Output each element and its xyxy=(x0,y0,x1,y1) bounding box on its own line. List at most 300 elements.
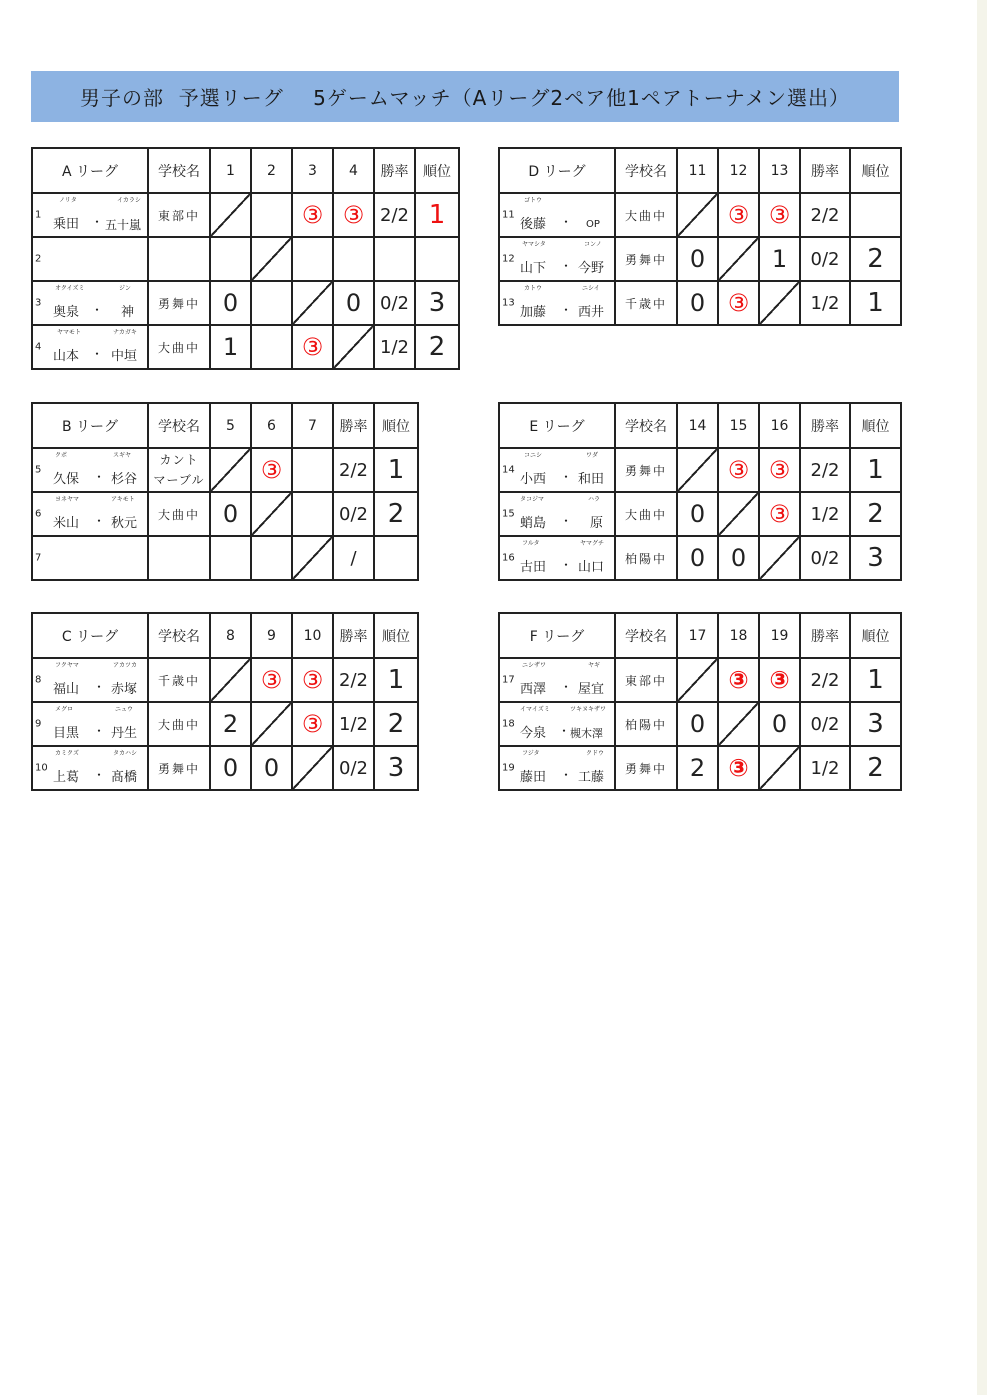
header-school: 学校名 xyxy=(148,403,210,448)
header-col: 16 xyxy=(759,403,800,448)
reading-1: クボ xyxy=(55,452,68,459)
rank: 3 xyxy=(415,281,459,325)
rank: 1 xyxy=(374,448,418,492)
table-row xyxy=(32,702,418,746)
pair-number: 18 xyxy=(502,718,515,730)
rank xyxy=(374,536,418,580)
score-cell xyxy=(292,492,333,536)
pair-cell xyxy=(499,448,615,492)
separator-dot: ・ xyxy=(560,514,573,528)
score: 2 xyxy=(210,702,251,746)
player-1: 山下 xyxy=(520,261,547,276)
diagonal-cell xyxy=(677,193,718,237)
header-school: 学校名 xyxy=(148,148,210,193)
reading-1: ニシザワ xyxy=(522,662,547,669)
rank: 1 xyxy=(374,658,418,702)
win-ratio: 0/2 xyxy=(374,281,415,325)
separator-dot: ・ xyxy=(560,470,573,484)
rank: 3 xyxy=(374,746,418,790)
table-row xyxy=(499,658,901,702)
pair-number: 14 xyxy=(502,464,515,476)
pair-number: 11 xyxy=(502,209,515,221)
player-1: 今泉 xyxy=(520,726,547,741)
separator-dot: ・ xyxy=(560,558,573,572)
league-title: D リーグ xyxy=(499,148,615,193)
win-ratio: 0/2 xyxy=(800,702,850,746)
pair-cell xyxy=(32,281,148,325)
player-1: 奥泉 xyxy=(53,305,80,320)
reading-2: ナカガキ xyxy=(113,329,137,336)
pair-number: 5 xyxy=(35,464,42,476)
win-ratio: 0/2 xyxy=(333,492,374,536)
diagonal-cell xyxy=(292,746,333,790)
player-1: 上葛 xyxy=(53,770,80,785)
score-cell xyxy=(333,237,374,281)
header-col: 11 xyxy=(677,148,718,193)
win-mark: ③ xyxy=(718,746,759,790)
diagonal-cell xyxy=(759,536,800,580)
win-mark: ③ xyxy=(718,281,759,325)
header-school: 学校名 xyxy=(615,613,677,658)
pair-cell xyxy=(499,536,615,580)
win-ratio: 2/2 xyxy=(800,658,850,702)
win-mark: ③ xyxy=(292,193,333,237)
table-row xyxy=(32,281,459,325)
player-1: 蛸島 xyxy=(520,516,547,531)
rank: 1 xyxy=(850,658,901,702)
player-2: 山口 xyxy=(578,560,605,575)
player-1: 藤田 xyxy=(520,770,547,785)
header-rank: 順位 xyxy=(374,613,418,658)
reading-2: ニュウ xyxy=(115,706,134,713)
win-ratio xyxy=(374,237,415,281)
header-col: 4 xyxy=(333,148,374,193)
pair-number: 17 xyxy=(502,674,515,686)
reading-1: コニシ xyxy=(524,452,543,459)
table-row xyxy=(499,746,901,790)
player-1: 古田 xyxy=(520,560,547,575)
school-name: 東部中 xyxy=(615,658,677,702)
header-col: 14 xyxy=(677,403,718,448)
table-row xyxy=(32,448,418,492)
header-col: 9 xyxy=(251,613,292,658)
school-name xyxy=(148,448,210,492)
header-school: 学校名 xyxy=(615,148,677,193)
header-col: 3 xyxy=(292,148,333,193)
school-name: 東部中 xyxy=(148,193,210,237)
score: 0 xyxy=(210,492,251,536)
pair-cell xyxy=(499,702,615,746)
score: 2 xyxy=(677,746,718,790)
pair-number: 1 xyxy=(35,209,42,221)
header-col: 17 xyxy=(677,613,718,658)
table-row xyxy=(32,536,418,580)
reading-1: フジタ xyxy=(522,750,540,757)
league-table-d xyxy=(498,147,902,326)
header-school: 学校名 xyxy=(148,613,210,658)
pair-cell xyxy=(32,702,148,746)
player-2: 髙橋 xyxy=(111,770,138,785)
player-2: 五十嵐 xyxy=(105,218,142,232)
pair-cell xyxy=(499,237,615,281)
pair-cell xyxy=(32,325,148,369)
diagonal-cell xyxy=(759,746,800,790)
diagonal-cell xyxy=(677,448,718,492)
reading-1: タコジマ xyxy=(520,496,545,503)
reading-1: メグロ xyxy=(55,706,74,713)
rank: 2 xyxy=(850,492,901,536)
rank: 2 xyxy=(374,492,418,536)
header-winrate: 勝率 xyxy=(374,148,415,193)
table-row xyxy=(499,702,901,746)
diagonal-cell xyxy=(210,448,251,492)
score: 0 xyxy=(251,746,292,790)
header-col: 1 xyxy=(210,148,251,193)
player-2: 丹生 xyxy=(111,726,138,741)
player-1: 福山 xyxy=(53,682,80,697)
score: 0 xyxy=(677,281,718,325)
separator-dot: ・ xyxy=(560,303,573,317)
header-col: 7 xyxy=(292,403,333,448)
player-2: 中垣 xyxy=(111,349,138,364)
league-title: E リーグ xyxy=(499,403,615,448)
score: 0 xyxy=(759,702,800,746)
header-school: 学校名 xyxy=(615,403,677,448)
school-name: 大曲中 xyxy=(615,492,677,536)
win-ratio: 1/2 xyxy=(374,325,415,369)
school-name: 勇舞中 xyxy=(615,237,677,281)
rank xyxy=(850,193,901,237)
school-name: 大曲中 xyxy=(148,325,210,369)
separator-dot: ・ xyxy=(560,215,573,229)
pair-number: 2 xyxy=(35,253,42,265)
pair-number: 12 xyxy=(502,253,515,265)
reading-1: オクイズミ xyxy=(55,285,85,292)
table-row xyxy=(32,746,418,790)
player-2: 屋宜 xyxy=(578,682,605,697)
reading-1: ノリタ xyxy=(59,197,77,204)
separator-dot: ・ xyxy=(558,724,571,738)
player-1: 目黒 xyxy=(53,726,80,741)
score: 0 xyxy=(718,536,759,580)
header-col: 6 xyxy=(251,403,292,448)
header-col: 2 xyxy=(251,148,292,193)
separator-dot: ・ xyxy=(560,680,573,694)
table-row xyxy=(499,237,901,281)
score: 0 xyxy=(677,492,718,536)
separator-dot: ・ xyxy=(91,303,104,317)
header-winrate: 勝率 xyxy=(333,613,374,658)
rank: 2 xyxy=(850,746,901,790)
win-ratio: 2/2 xyxy=(800,448,850,492)
league-table-a xyxy=(31,147,460,370)
separator-dot: ・ xyxy=(93,680,106,694)
table-row xyxy=(32,193,459,237)
pair-cell xyxy=(32,448,148,492)
rank xyxy=(415,237,459,281)
league-table-b xyxy=(31,402,419,581)
rank: 2 xyxy=(850,237,901,281)
win-ratio: 2/2 xyxy=(333,658,374,702)
school-name: 大曲中 xyxy=(615,193,677,237)
school-name xyxy=(148,536,210,580)
reading-1: ヤマモト xyxy=(57,329,82,336)
header-rank: 順位 xyxy=(850,148,901,193)
table-row xyxy=(499,193,901,237)
school-line-1: カント xyxy=(159,453,199,467)
reading-2: イカラシ xyxy=(117,197,141,204)
reading-2: ヤギ xyxy=(588,662,601,669)
separator-dot: ・ xyxy=(91,215,104,229)
rank: 2 xyxy=(415,325,459,369)
header-col: 12 xyxy=(718,148,759,193)
player-2: 神 xyxy=(121,305,135,320)
pair-number: 4 xyxy=(35,341,42,353)
win-ratio: 1/2 xyxy=(800,492,850,536)
header-rank: 順位 xyxy=(374,403,418,448)
win-mark: ③ xyxy=(718,193,759,237)
score: 0 xyxy=(677,536,718,580)
reading-2: ジン xyxy=(119,285,131,292)
score-cell xyxy=(251,325,292,369)
pair-number: 19 xyxy=(502,762,515,774)
score-cell xyxy=(210,536,251,580)
win-mark: ③ xyxy=(718,658,759,702)
separator-dot: ・ xyxy=(93,514,106,528)
score-cell xyxy=(210,237,251,281)
header-col: 19 xyxy=(759,613,800,658)
separator-dot: ・ xyxy=(560,259,573,273)
school-name xyxy=(148,237,210,281)
pair-cell xyxy=(32,237,148,281)
rank: 3 xyxy=(850,536,901,580)
header-winrate: 勝率 xyxy=(800,403,850,448)
school-name: 勇舞中 xyxy=(615,746,677,790)
reading-2: ワダ xyxy=(586,452,598,459)
reading-2: スギヤ xyxy=(113,452,132,459)
win-mark: ③ xyxy=(333,193,374,237)
header-col: 8 xyxy=(210,613,251,658)
win-ratio: 1/2 xyxy=(333,702,374,746)
win-mark: ③ xyxy=(292,325,333,369)
score: 0 xyxy=(210,281,251,325)
win-mark: ③ xyxy=(251,658,292,702)
diagonal-cell xyxy=(677,658,718,702)
score-cell xyxy=(292,448,333,492)
school-name: 柏陽中 xyxy=(615,702,677,746)
league-title: A リーグ xyxy=(32,148,148,193)
pair-cell xyxy=(32,492,148,536)
win-ratio: 0/2 xyxy=(800,536,850,580)
reading-2: ニシイ xyxy=(582,285,600,292)
score: 0 xyxy=(677,702,718,746)
win-ratio: 2/2 xyxy=(374,193,415,237)
score-cell xyxy=(292,237,333,281)
diagonal-cell xyxy=(718,492,759,536)
win-mark: ③ xyxy=(759,492,800,536)
pair-number: 8 xyxy=(35,674,42,686)
player-2: 赤塚 xyxy=(111,682,138,697)
pair-number: 9 xyxy=(35,718,42,730)
league-title: F リーグ xyxy=(499,613,615,658)
separator-dot: ・ xyxy=(560,768,573,782)
reading-1: ヨネヤマ xyxy=(55,496,80,503)
league-title: B リーグ xyxy=(32,403,148,448)
separator-dot: ・ xyxy=(93,470,106,484)
pair-cell xyxy=(32,193,148,237)
player-2: OP xyxy=(586,219,600,230)
player-2: 秋元 xyxy=(111,516,138,531)
diagonal-cell xyxy=(292,536,333,580)
diagonal-cell xyxy=(210,658,251,702)
reading-1: ゴトウ xyxy=(524,197,543,204)
pair-cell xyxy=(499,193,615,237)
pair-cell xyxy=(499,281,615,325)
school-name: 勇舞中 xyxy=(148,281,210,325)
pair-cell xyxy=(499,658,615,702)
win-mark: ③ xyxy=(292,658,333,702)
reading-2: ツキヌキザワ xyxy=(570,706,606,713)
reading-2: コンノ xyxy=(584,241,602,248)
separator-dot: ・ xyxy=(91,347,104,361)
table-row xyxy=(32,325,459,369)
header-rank: 順位 xyxy=(850,613,901,658)
score-cell xyxy=(251,193,292,237)
rank: 1 xyxy=(850,448,901,492)
player-1: 後藤 xyxy=(520,217,547,232)
win-mark: ③ xyxy=(759,658,800,702)
win-mark: ③ xyxy=(251,448,292,492)
win-ratio: 0/2 xyxy=(333,746,374,790)
player-2: 和田 xyxy=(578,472,605,487)
player-2: 原 xyxy=(590,516,604,531)
header-col: 18 xyxy=(718,613,759,658)
pair-number: 15 xyxy=(502,508,515,520)
pair-number: 3 xyxy=(35,297,42,309)
header-col: 13 xyxy=(759,148,800,193)
player-2: 今野 xyxy=(578,261,605,276)
win-ratio: 2/2 xyxy=(800,193,850,237)
school-name: 千歳中 xyxy=(615,281,677,325)
school-line-2: マーブル xyxy=(153,473,205,487)
school-name: 千歳中 xyxy=(148,658,210,702)
header-winrate: 勝率 xyxy=(333,403,374,448)
win-ratio: 2/2 xyxy=(333,448,374,492)
header-col: 15 xyxy=(718,403,759,448)
table-row xyxy=(499,448,901,492)
reading-2: アカツカ xyxy=(113,662,137,669)
league-table-c xyxy=(31,612,419,791)
diagonal-cell xyxy=(251,702,292,746)
diagonal-cell xyxy=(292,281,333,325)
score: 1 xyxy=(210,325,251,369)
header-rank: 順位 xyxy=(415,148,459,193)
page-title-banner xyxy=(31,71,899,122)
league-title: C リーグ xyxy=(32,613,148,658)
school-name: 大曲中 xyxy=(148,702,210,746)
win-ratio: 1/2 xyxy=(800,746,850,790)
player-2: 工藤 xyxy=(578,770,605,785)
separator-dot: ・ xyxy=(93,724,106,738)
header-col: 10 xyxy=(292,613,333,658)
diagonal-cell xyxy=(210,193,251,237)
table-row xyxy=(32,658,418,702)
header-winrate: 勝率 xyxy=(800,613,850,658)
win-ratio: 0/2 xyxy=(800,237,850,281)
header-winrate: 勝率 xyxy=(800,148,850,193)
win-mark: ③ xyxy=(759,448,800,492)
separator-dot: ・ xyxy=(93,768,106,782)
school-name: 勇舞中 xyxy=(148,746,210,790)
rank: 1 xyxy=(415,193,459,237)
player-2: 槻木澤 xyxy=(570,727,603,740)
league-table-e xyxy=(498,402,902,581)
player-1: 久保 xyxy=(53,472,80,487)
win-ratio: / xyxy=(333,536,374,580)
school-name: 大曲中 xyxy=(148,492,210,536)
win-mark: ③ xyxy=(292,702,333,746)
score: 0 xyxy=(210,746,251,790)
pair-number: 16 xyxy=(502,552,515,564)
rank: 3 xyxy=(850,702,901,746)
reading-2: タカハシ xyxy=(113,750,138,757)
player-1: 西澤 xyxy=(520,682,547,697)
score-cell xyxy=(251,536,292,580)
pair-number: 13 xyxy=(502,297,515,309)
title-gap xyxy=(164,85,179,109)
league-table-f xyxy=(498,612,902,791)
table-row xyxy=(499,492,901,536)
reading-2: ヤマグチ xyxy=(580,540,605,547)
reading-1: ヤマシタ xyxy=(522,241,546,248)
reading-1: カミクズ xyxy=(55,750,79,757)
table-row xyxy=(499,536,901,580)
score-cell xyxy=(251,281,292,325)
diagonal-cell xyxy=(759,281,800,325)
player-2: 西井 xyxy=(578,305,605,320)
pair-number: 6 xyxy=(35,508,42,520)
win-mark: ③ xyxy=(718,448,759,492)
pair-number: 7 xyxy=(35,552,42,564)
pair-cell xyxy=(499,492,615,536)
school-name: 柏陽中 xyxy=(615,536,677,580)
reading-1: フクヤマ xyxy=(55,662,79,669)
player-1: 山本 xyxy=(53,349,80,364)
reading-1: カトウ xyxy=(524,285,543,292)
diagonal-cell xyxy=(718,237,759,281)
table-row xyxy=(32,237,459,281)
score: 0 xyxy=(677,237,718,281)
diagonal-cell xyxy=(718,702,759,746)
player-2: 杉谷 xyxy=(111,472,138,487)
title-part: 男子の部 xyxy=(79,86,164,110)
player-1: 米山 xyxy=(53,516,80,531)
reading-1: フルタ xyxy=(522,540,540,547)
pair-number: 10 xyxy=(35,762,48,774)
table-row xyxy=(32,492,418,536)
rank: 1 xyxy=(850,281,901,325)
header-col: 5 xyxy=(210,403,251,448)
score: 0 xyxy=(333,281,374,325)
win-mark: ③ xyxy=(759,193,800,237)
header-rank: 順位 xyxy=(850,403,901,448)
pair-cell xyxy=(32,746,148,790)
reading-2: アキモト xyxy=(111,496,135,503)
title-format: 5ゲームマッチ（Aリーグ2ペア他1ペアトーナメン選出） xyxy=(313,86,850,110)
diagonal-cell xyxy=(251,492,292,536)
title-gap2 xyxy=(284,85,313,109)
player-1: 加藤 xyxy=(520,305,547,320)
